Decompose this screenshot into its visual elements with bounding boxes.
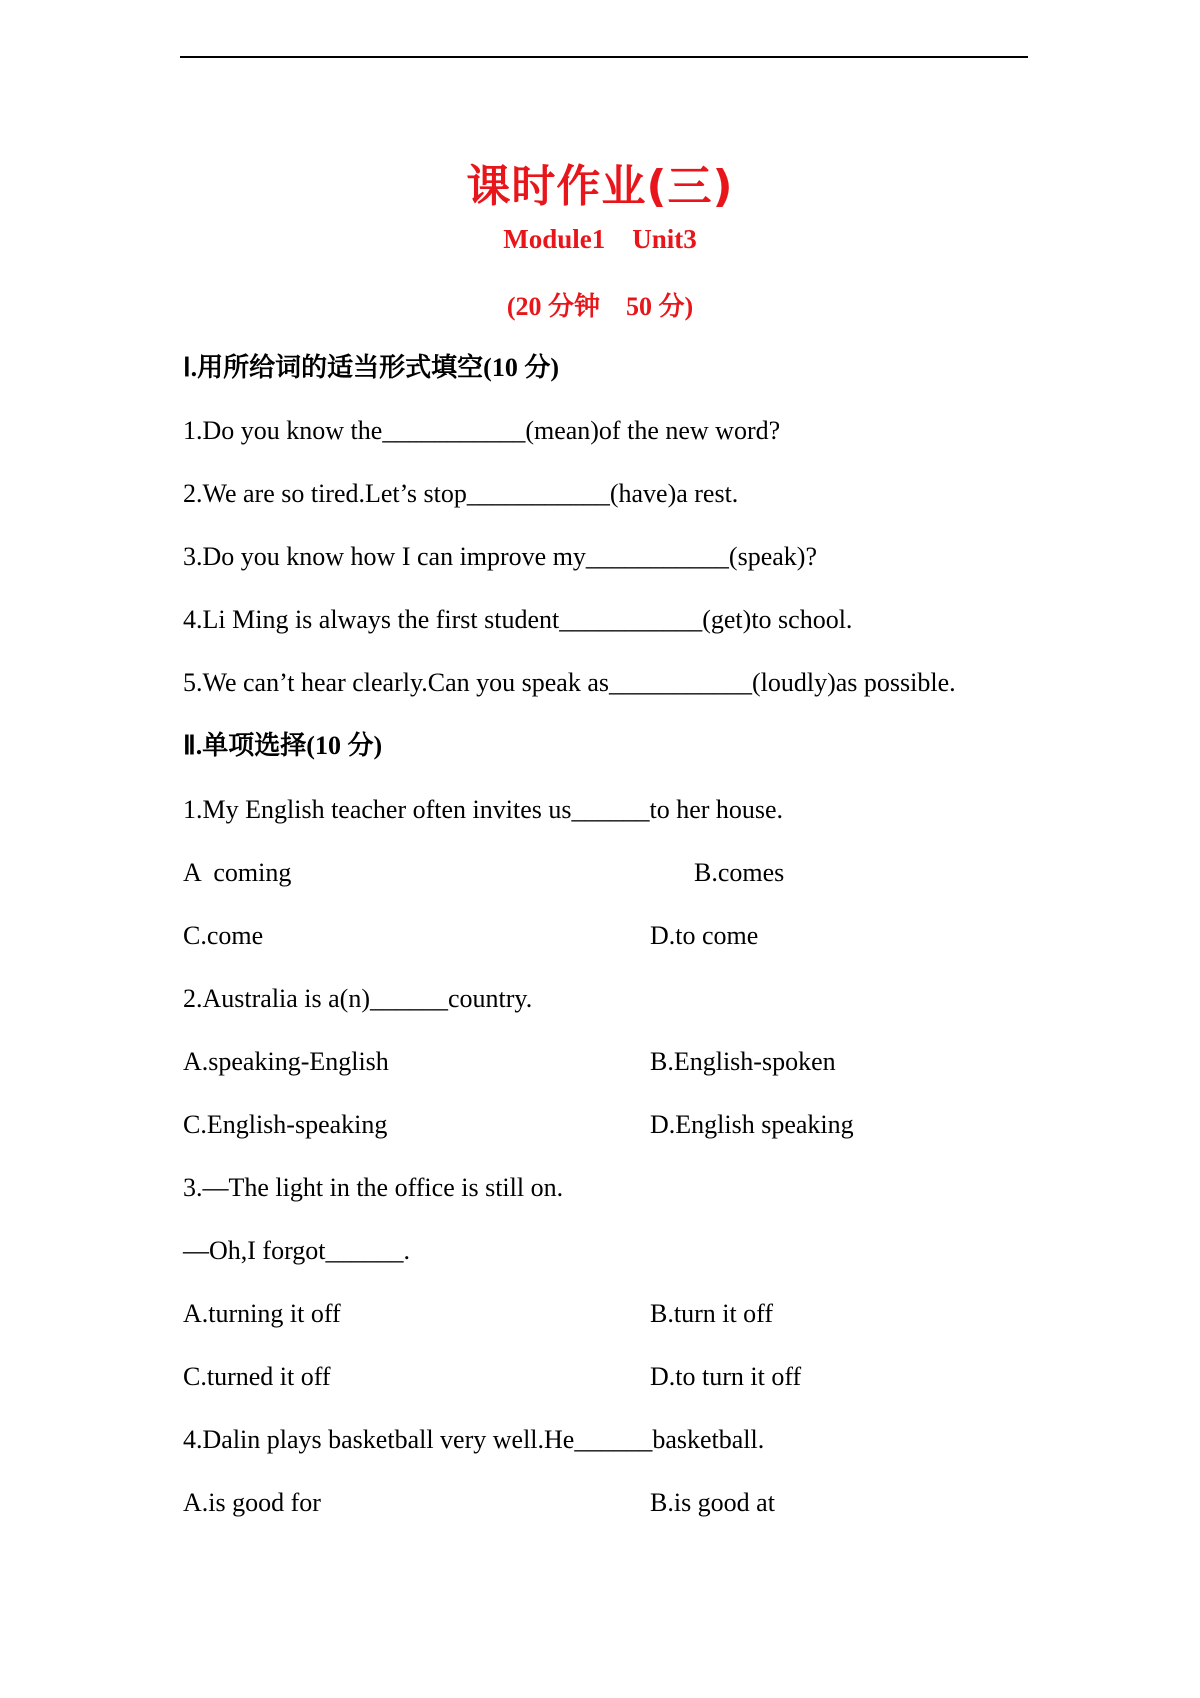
fill-blank-item: 4.Li Ming is always the first student___________(get)to school. [183, 605, 853, 634]
option-b: B.English-spoken [650, 1047, 836, 1076]
question-stem-reply: —Oh,I forgot______. [183, 1236, 411, 1265]
option-d: D.English speaking [650, 1110, 854, 1139]
fill-blank-item: 2.We are so tired.Let’s stop___________(have)a rest. [183, 479, 739, 508]
option-a: A coming [183, 858, 292, 887]
option-a: A.is good for [183, 1488, 321, 1517]
page-title: 课时作业(三) [466, 161, 734, 212]
option-d: D.to turn it off [650, 1362, 802, 1391]
option-c: C.turned it off [183, 1362, 331, 1391]
question-stem: 2.Australia is a(n)______country. [183, 984, 533, 1013]
option-b: B.is good at [650, 1488, 775, 1517]
option-a: A.speaking-English [183, 1047, 389, 1076]
option-b: B.comes [694, 858, 785, 887]
time-score: (20 分钟 50 分) [506, 292, 694, 321]
question-stem: 4.Dalin plays basketball very well.He______basketball. [183, 1425, 765, 1454]
fill-blank-item: 1.Do you know the___________(mean)of the new word? [183, 416, 781, 445]
question-stem: 1.My English teacher often invites us______to her house. [183, 795, 784, 824]
option-a: A.turning it off [183, 1299, 341, 1328]
header-rule [180, 56, 1028, 58]
option-d: D.to come [650, 921, 759, 950]
section-heading-multiple-choice: Ⅱ.单项选择(10 分) [183, 731, 383, 760]
question-stem: 3.—The light in the office is still on. [183, 1173, 564, 1202]
option-b: B.turn it off [650, 1299, 774, 1328]
section-heading-fill-blank: Ⅰ.用所给词的适当形式填空(10 分) [183, 353, 559, 382]
option-c: C.come [183, 921, 264, 950]
option-c: C.English-speaking [183, 1110, 388, 1139]
fill-blank-item: 5.We can’t hear clearly.Can you speak as___________(loudly)as possible. [183, 668, 956, 697]
fill-blank-item: 3.Do you know how I can improve my___________(speak)? [183, 542, 817, 571]
page-subtitle: Module1 Unit3 [503, 224, 697, 254]
